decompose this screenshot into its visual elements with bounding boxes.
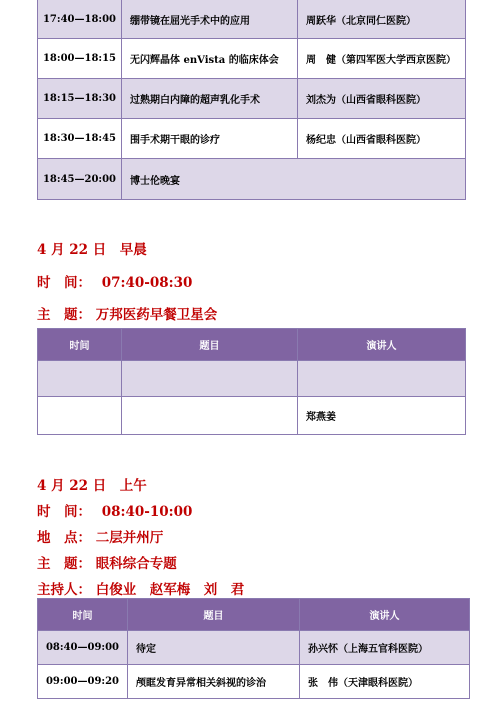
session1-time-line: [37, 271, 192, 291]
topic-cell: 无闪辉晶体 enVista 的临床体会: [122, 39, 298, 79]
session2-place-line: [37, 526, 163, 546]
session1-table: [37, 328, 466, 435]
time-cell: 18:15—18:30: [38, 79, 122, 119]
topic-cell: 过熟期白内障的超声乳化手术: [122, 79, 298, 119]
topic-cell: [122, 397, 298, 435]
session2-date: 4 月 22 日 上午: [37, 478, 147, 494]
header-time: 时间: [38, 599, 128, 631]
host-label: 主持人：: [37, 582, 91, 598]
speaker-cell: 刘杰为（山西省眼科医院）: [298, 79, 466, 119]
time-cell: [38, 361, 122, 397]
place-value: 二层并州厅: [95, 530, 164, 546]
header-topic: 题目: [122, 329, 298, 361]
table-header-row: [38, 329, 466, 361]
topic-cell: [122, 361, 298, 397]
header-time: 时间: [38, 329, 122, 361]
time-cell: 18:45—20:00: [38, 159, 122, 200]
topic-cell: 绷带镜在屈光手术中的应用: [122, 0, 298, 39]
time-cell: 18:30—18:45: [38, 119, 122, 159]
table-row: [38, 665, 470, 699]
header-speaker: 演讲人: [300, 599, 470, 631]
session2-time-line: [37, 500, 192, 520]
speaker-cell: 周 健（第四军医大学西京医院）: [298, 39, 466, 79]
speaker-cell: 孙兴怀（上海五官科医院）: [300, 631, 470, 665]
time-label: 时 间：: [37, 275, 91, 291]
table-row: [38, 159, 466, 200]
theme-value: 眼科综合专题: [95, 556, 177, 572]
time-cell: 08:40—09:00: [38, 631, 128, 665]
theme-label: 主 题：: [37, 556, 91, 572]
session2-theme-line: [37, 552, 177, 572]
topic-cell: 围手术期干眼的诊疗: [122, 119, 298, 159]
table-row: [38, 361, 466, 397]
speaker-cell: 张 伟（天津眼科医院）: [300, 665, 470, 699]
theme-value: 万邦医药早餐卫星会: [95, 307, 218, 323]
time-cell: 17:40—18:00: [38, 0, 122, 39]
table-row: [38, 119, 466, 159]
table-row: [38, 0, 466, 39]
time-label: 时 间：: [37, 504, 91, 520]
speaker-cell: 杨纪忠（山西省眼科医院）: [298, 119, 466, 159]
speaker-cell: [298, 361, 466, 397]
schedule-table-top: [37, 0, 466, 200]
theme-label: 主 题：: [37, 307, 91, 323]
table-header-row: [38, 599, 470, 631]
time-cell: 09:00—09:20: [38, 665, 128, 699]
session2-host-line: [37, 578, 244, 598]
session1-date: 4 月 22 日 早晨: [37, 242, 147, 258]
speaker-cell: 周跃华（北京同仁医院）: [298, 0, 466, 39]
time-cell: [38, 397, 122, 435]
place-label: 地 点：: [37, 530, 91, 546]
topic-cell: 博士伦晚宴: [122, 159, 466, 200]
header-topic: 题目: [128, 599, 300, 631]
table-row: [38, 79, 466, 119]
time-cell: 18:00—18:15: [38, 39, 122, 79]
table-row: [38, 39, 466, 79]
topic-cell: 待定: [128, 631, 300, 665]
session2-table: [37, 598, 470, 699]
time-value: 07:40-08:30: [101, 275, 193, 291]
speaker-cell: 郑燕姜: [298, 397, 466, 435]
table-row: [38, 631, 470, 665]
time-value: 08:40-10:00: [101, 504, 193, 520]
topic-cell: 颅眶发育异常相关斜视的诊治: [128, 665, 300, 699]
table-row: [38, 397, 466, 435]
header-speaker: 演讲人: [298, 329, 466, 361]
session1-theme-line: [37, 303, 217, 323]
host-value: 白俊业 赵军梅 刘 君: [95, 582, 245, 598]
